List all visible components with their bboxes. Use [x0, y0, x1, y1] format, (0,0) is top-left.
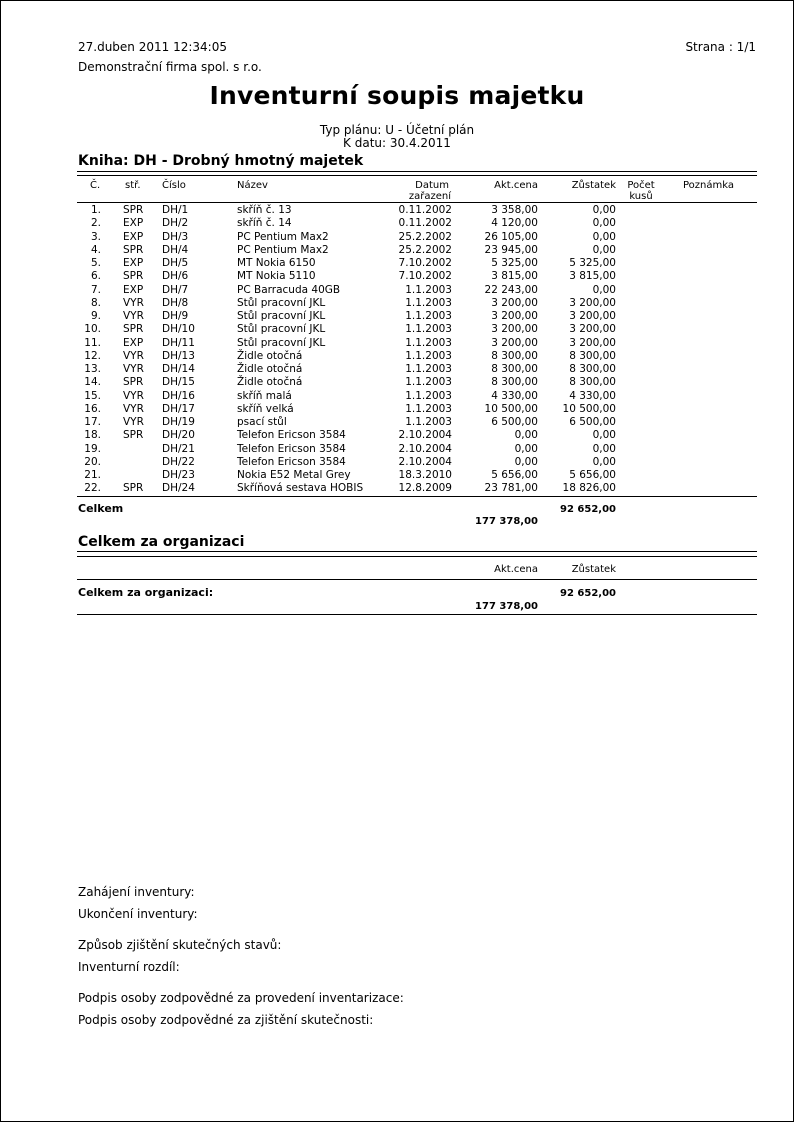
row-price: 4 330,00 [491, 389, 538, 402]
org-total-price: 177 378,00 [475, 601, 538, 612]
row-date: 1.1.2003 [405, 296, 452, 309]
row-no: 3. [90, 230, 101, 243]
table-row [77, 403, 757, 416]
row-price: 3 358,00 [491, 204, 538, 216]
row-number: DH/6 [162, 270, 189, 283]
table-row [77, 231, 757, 244]
col-header-date-line1: Datum [415, 180, 449, 191]
row-center: VYR [123, 363, 144, 375]
row-name: Nokia E52 Metal Grey [237, 469, 351, 481]
row-date: 1.1.2003 [405, 402, 452, 415]
row-date: 18.3.2010 [398, 469, 452, 481]
row-no: 13. [84, 363, 101, 375]
row-no: 10. [84, 323, 101, 336]
table-row [77, 416, 757, 429]
row-name: Stůl pracovní JKL [237, 336, 326, 349]
row-no: 1. [90, 204, 101, 216]
asset-table-body [77, 204, 757, 496]
row-number: DH/7 [162, 283, 189, 296]
row-number: DH/14 [162, 363, 195, 375]
divider [77, 579, 757, 580]
row-remaining: 3 815,00 [569, 270, 616, 283]
row-center: SPR [123, 482, 144, 495]
col-header-count-line2: kusů [629, 191, 653, 202]
table-row [77, 482, 757, 495]
row-center: EXP [123, 336, 144, 349]
plan-type: Typ plánu: U - Účetní plán [319, 123, 475, 137]
row-date: 1.1.2003 [405, 323, 452, 336]
row-name: PC Pentium Max2 [237, 230, 329, 243]
row-number: DH/4 [162, 243, 189, 256]
row-price: 5 325,00 [491, 257, 538, 269]
row-remaining: 8 300,00 [569, 349, 616, 362]
row-price: 3 200,00 [491, 310, 538, 322]
row-remaining: 3 200,00 [569, 296, 616, 309]
row-remaining: 5 325,00 [569, 257, 616, 269]
row-date: 0.11.2002 [398, 204, 452, 216]
row-price: 23 781,00 [484, 482, 538, 495]
row-date: 7.10.2002 [398, 270, 452, 283]
row-no: 15. [84, 389, 101, 402]
row-no: 12. [84, 349, 101, 362]
row-center: SPR [123, 376, 144, 389]
table-row [77, 257, 757, 270]
row-name: Židle otočná [237, 376, 303, 389]
row-date: 2.10.2004 [398, 455, 452, 468]
divider [77, 175, 757, 176]
row-price: 26 105,00 [484, 230, 538, 243]
row-center: SPR [123, 323, 144, 336]
row-remaining: 0,00 [592, 204, 616, 216]
row-no: 6. [90, 270, 101, 283]
row-date: 2.10.2004 [398, 442, 452, 455]
col-header-name: Název [237, 180, 268, 191]
table-row [77, 217, 757, 230]
row-remaining: 8 300,00 [569, 376, 616, 389]
row-name: skříň malá [237, 389, 292, 402]
row-date: 25.2.2002 [398, 230, 452, 243]
col-header-note: Poznámka [683, 180, 734, 191]
row-number: DH/16 [162, 389, 195, 402]
org-section-title: Celkem za organizaci [78, 534, 245, 550]
row-date: 7.10.2002 [398, 257, 452, 269]
row-number: DH/21 [162, 442, 195, 455]
row-number: DH/22 [162, 455, 195, 468]
row-no: 7. [90, 283, 101, 296]
row-center: VYR [123, 389, 144, 402]
row-name: Židle otočná [237, 363, 303, 375]
table-row [77, 390, 757, 403]
row-remaining: 3 200,00 [569, 336, 616, 349]
row-number: DH/9 [162, 310, 189, 322]
row-date: 1.1.2003 [405, 363, 452, 375]
row-price: 3 200,00 [491, 296, 538, 309]
inventory-end-label: Ukončení inventury: [78, 907, 198, 921]
org-total-remaining: 92 652,00 [560, 588, 616, 599]
row-name: skříň č. 14 [237, 217, 292, 230]
row-name: MT Nokia 6150 [237, 257, 316, 269]
row-price: 3 200,00 [491, 323, 538, 336]
total-label: Celkem [78, 502, 124, 515]
table-row [77, 429, 757, 442]
row-center: VYR [123, 416, 144, 428]
col-header-date [381, 180, 451, 202]
total-price: 177 378,00 [475, 516, 538, 527]
table-row [77, 337, 757, 350]
divider [77, 556, 757, 557]
row-no: 18. [84, 429, 101, 442]
row-price: 5 656,00 [491, 469, 538, 481]
col-header-center: stř. [125, 180, 141, 191]
row-remaining: 10 500,00 [562, 402, 616, 415]
row-name: Telefon Ericson 3584 [237, 442, 346, 455]
row-remaining: 18 826,00 [562, 482, 616, 495]
row-no: 22. [84, 482, 101, 495]
divider [77, 202, 757, 203]
table-row [77, 270, 757, 283]
row-price: 0,00 [514, 429, 538, 442]
page-info: Strana : 1/1 [685, 40, 756, 54]
row-number: DH/15 [162, 376, 195, 389]
row-no: 20. [84, 455, 101, 468]
row-remaining: 0,00 [592, 429, 616, 442]
row-price: 10 500,00 [484, 402, 538, 415]
row-date: 1.1.2003 [405, 389, 452, 402]
row-date: 1.1.2003 [405, 416, 452, 428]
row-price: 23 945,00 [484, 243, 538, 256]
row-center: VYR [123, 310, 144, 322]
row-date: 25.2.2002 [398, 243, 452, 256]
row-center: SPR [123, 429, 144, 442]
row-number: DH/8 [162, 296, 189, 309]
signature-actual-label: Podpis osoby zodpovědné za zjištění skutečnosti: [78, 1013, 374, 1027]
row-no: 5. [90, 257, 101, 269]
row-date: 1.1.2003 [405, 283, 452, 296]
company-name: Demonstrační firma spol. s r.o. [78, 60, 262, 74]
row-no: 8. [90, 296, 101, 309]
row-name: psací stůl [237, 416, 287, 428]
row-name: PC Pentium Max2 [237, 243, 329, 256]
row-number: DH/19 [162, 416, 195, 428]
report-title: Inventurní soupis majetku [209, 81, 585, 110]
row-price: 8 300,00 [491, 376, 538, 389]
inventory-start-label: Zahájení inventury: [78, 885, 195, 899]
row-name: Stůl pracovní JKL [237, 310, 326, 322]
row-name: Stůl pracovní JKL [237, 296, 326, 309]
row-remaining: 0,00 [592, 455, 616, 468]
row-number: DH/20 [162, 429, 195, 442]
row-number: DH/23 [162, 469, 195, 481]
row-remaining: 3 200,00 [569, 310, 616, 322]
table-row [77, 350, 757, 363]
row-price: 3 815,00 [491, 270, 538, 283]
row-price: 8 300,00 [491, 349, 538, 362]
row-center: SPR [123, 270, 144, 283]
col-header-price: Akt.cena [494, 180, 538, 191]
method-label: Způsob zjištění skutečných stavů: [78, 938, 282, 952]
row-center: EXP [123, 257, 144, 269]
row-name: Židle otočná [237, 349, 303, 362]
table-row [77, 323, 757, 336]
book-title: Kniha: DH - Drobný hmotný majetek [78, 153, 364, 169]
row-remaining: 0,00 [592, 283, 616, 296]
col-header-date-line2: zařazení [408, 191, 451, 202]
row-name: PC Barracuda 40GB [237, 283, 341, 296]
row-name: Telefon Ericson 3584 [237, 429, 346, 442]
row-center: SPR [123, 243, 144, 256]
col-header-remaining: Zůstatek [571, 180, 616, 191]
row-number: DH/11 [162, 336, 195, 349]
table-row [77, 456, 757, 469]
col-header-no: Č. [90, 180, 101, 191]
row-center: VYR [123, 402, 144, 415]
divider [77, 614, 757, 615]
row-price: 6 500,00 [491, 416, 538, 428]
table-row [77, 244, 757, 257]
print-datetime: 27.duben 2011 12:34:05 [78, 40, 227, 54]
org-col-header-price: Akt.cena [494, 564, 538, 575]
row-date: 2.10.2004 [398, 429, 452, 442]
table-row [77, 297, 757, 310]
row-number: DH/5 [162, 257, 189, 269]
row-number: DH/2 [162, 217, 189, 230]
row-date: 0.11.2002 [398, 217, 452, 230]
row-name: Stůl pracovní JKL [237, 323, 326, 336]
row-no: 4. [90, 243, 101, 256]
row-number: DH/17 [162, 402, 195, 415]
difference-label: Inventurní rozdíl: [78, 960, 180, 974]
row-price: 0,00 [514, 455, 538, 468]
row-no: 2. [90, 217, 101, 230]
row-name: Skříňová sestava HOBIS [237, 482, 364, 495]
row-date: 1.1.2003 [405, 336, 452, 349]
row-no: 21. [84, 469, 101, 481]
row-price: 4 120,00 [491, 217, 538, 230]
org-col-header-remaining: Zůstatek [571, 564, 616, 575]
row-center: VYR [123, 349, 144, 362]
row-date: 1.1.2003 [405, 349, 452, 362]
row-center: EXP [123, 230, 144, 243]
org-total-label: Celkem za organizaci: [78, 586, 214, 599]
row-center: SPR [123, 204, 144, 216]
row-no: 17. [84, 416, 101, 428]
row-name: skříň č. 13 [237, 204, 292, 216]
col-header-count-line1: Počet [627, 180, 655, 191]
row-center: EXP [123, 283, 144, 296]
row-name: Telefon Ericson 3584 [237, 455, 346, 468]
row-number: DH/13 [162, 349, 195, 362]
row-remaining: 0,00 [592, 217, 616, 230]
row-price: 8 300,00 [491, 363, 538, 375]
row-number: DH/24 [162, 482, 195, 495]
table-row [77, 469, 757, 482]
row-remaining: 0,00 [592, 243, 616, 256]
table-row [77, 284, 757, 297]
row-no: 9. [90, 310, 101, 322]
row-number: DH/1 [162, 204, 189, 216]
row-no: 14. [84, 376, 101, 389]
as-of-date: K datu: 30.4.2011 [343, 136, 451, 150]
signature-inventory-label: Podpis osoby zodpovědné za provedení inventarizace: [78, 991, 404, 1005]
row-price: 0,00 [514, 442, 538, 455]
row-date: 12.8.2009 [398, 482, 452, 495]
row-remaining: 4 330,00 [569, 389, 616, 402]
row-name: skříň velká [237, 402, 294, 415]
row-remaining: 5 656,00 [569, 469, 616, 481]
col-header-count [623, 180, 659, 202]
row-remaining: 0,00 [592, 230, 616, 243]
table-row [77, 363, 757, 376]
divider [77, 171, 757, 172]
row-no: 16. [84, 402, 101, 415]
row-no: 11. [84, 336, 101, 349]
row-no: 19. [84, 442, 101, 455]
row-remaining: 3 200,00 [569, 323, 616, 336]
divider [77, 551, 757, 552]
row-price: 3 200,00 [491, 336, 538, 349]
table-row [77, 443, 757, 456]
divider [77, 496, 757, 497]
row-price: 22 243,00 [484, 283, 538, 296]
row-date: 1.1.2003 [405, 376, 452, 389]
row-number: DH/10 [162, 323, 195, 336]
row-remaining: 0,00 [592, 442, 616, 455]
table-row [77, 310, 757, 323]
row-number: DH/3 [162, 230, 189, 243]
row-name: MT Nokia 5110 [237, 270, 316, 283]
table-row [77, 204, 757, 217]
row-remaining: 6 500,00 [569, 416, 616, 428]
col-header-number: Číslo [162, 180, 186, 191]
row-remaining: 8 300,00 [569, 363, 616, 375]
total-remaining: 92 652,00 [560, 504, 616, 515]
row-date: 1.1.2003 [405, 310, 452, 322]
row-center: VYR [123, 296, 144, 309]
row-center: EXP [123, 217, 144, 230]
table-row [77, 376, 757, 389]
